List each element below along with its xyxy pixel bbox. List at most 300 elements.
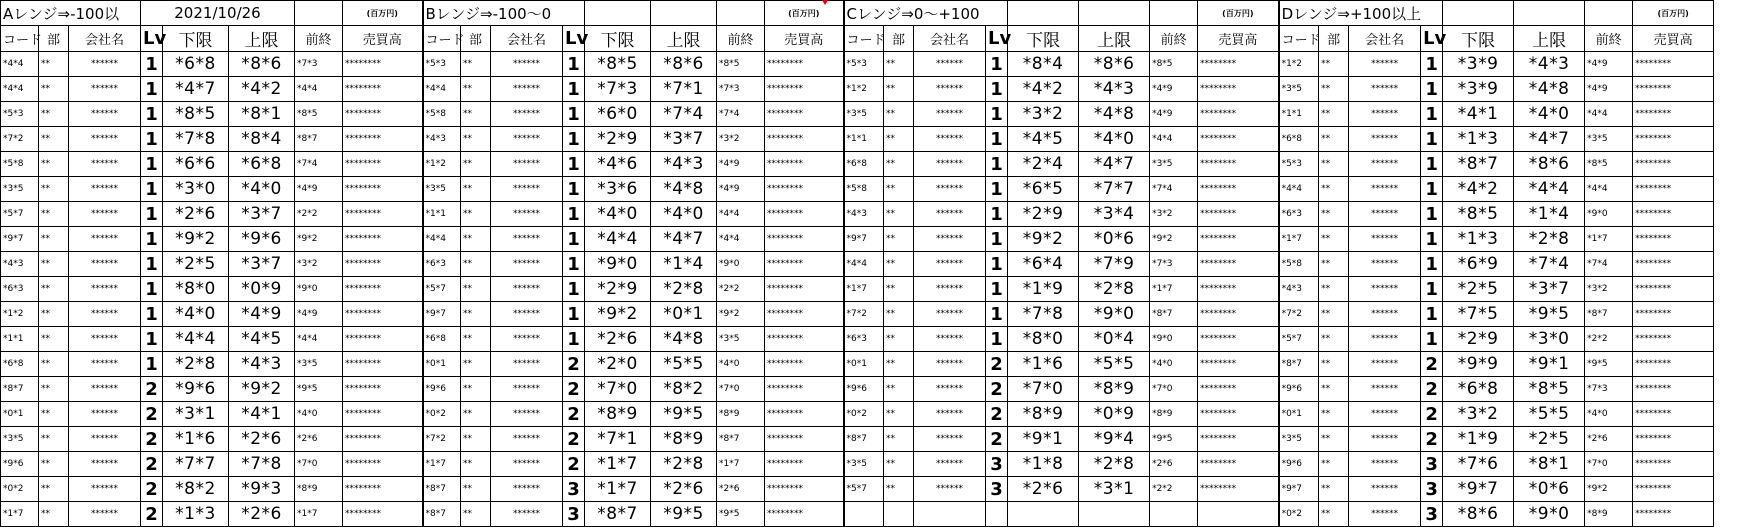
dept-cell: ** (39, 302, 69, 327)
dept-cell: ** (1319, 77, 1349, 102)
level-cell: 1 (1421, 77, 1443, 102)
company-name-cell: ****** (491, 502, 563, 527)
volume-cell: ******** (1198, 327, 1279, 352)
dept-cell: ** (461, 277, 491, 302)
company-name-cell: ****** (914, 52, 986, 77)
upper-limit-cell: *4*3 (1079, 77, 1150, 102)
volume-cell: ******** (1633, 452, 1714, 477)
code-cell: *9*7 (844, 227, 884, 252)
prev-close-cell: *4*0 (1585, 402, 1633, 427)
lower-limit-cell: *7*0 (1008, 377, 1079, 402)
lower-limit-cell: *7*0 (585, 377, 651, 402)
prev-close-cell: *9*5 (1585, 352, 1633, 377)
column-header-sales: 売買高 (1633, 26, 1714, 52)
level-cell: 2 (141, 402, 163, 427)
prev-close-cell: *4*9 (1150, 102, 1198, 127)
company-name-cell: ****** (69, 102, 141, 127)
dept-cell: ** (39, 477, 69, 502)
code-cell: *1*2 (1279, 52, 1319, 77)
volume-cell: ******** (1198, 302, 1279, 327)
upper-limit-cell: *7*8 (229, 452, 295, 477)
lower-limit-cell: *4*4 (163, 327, 229, 352)
dept-cell: ** (884, 177, 914, 202)
lower-limit-cell: *4*5 (1008, 127, 1079, 152)
company-name-cell: ****** (1349, 402, 1421, 427)
level-cell: 1 (141, 202, 163, 227)
upper-limit-cell: *0*4 (1079, 327, 1150, 352)
upper-limit-cell: *9*5 (651, 502, 717, 527)
table-row (1, 77, 1714, 102)
volume-cell: ******** (765, 52, 844, 77)
level-cell: 2 (1421, 352, 1443, 377)
volume-cell: ******** (765, 227, 844, 252)
level-cell: 1 (563, 102, 585, 127)
company-name-cell: ****** (69, 477, 141, 502)
company-name-cell: ****** (914, 452, 986, 477)
company-name-cell: ****** (491, 227, 563, 252)
dept-cell: ** (1319, 452, 1349, 477)
prev-close-cell: *8*9 (1585, 502, 1633, 527)
dept-cell: ** (884, 252, 914, 277)
dept-cell: ** (461, 177, 491, 202)
dept-cell: ** (39, 152, 69, 177)
prev-close-cell: *4*0 (1150, 352, 1198, 377)
dept-cell: ** (461, 252, 491, 277)
level-cell: 2 (1421, 427, 1443, 452)
dept-cell: ** (39, 427, 69, 452)
company-name-cell: ****** (1349, 77, 1421, 102)
level-cell: 3 (986, 452, 1008, 477)
company-name-cell: ****** (69, 252, 141, 277)
dept-cell: ** (1319, 327, 1349, 352)
lower-limit-cell: *8*5 (1443, 202, 1514, 227)
volume-cell: ******** (1198, 102, 1279, 127)
level-cell: 1 (563, 302, 585, 327)
dept-cell: ** (39, 227, 69, 252)
company-name-cell: ****** (69, 227, 141, 252)
prev-close-cell: *9*5 (717, 502, 765, 527)
code-cell: *1*1 (1279, 102, 1319, 127)
code-cell (844, 502, 884, 527)
upper-limit-cell: *4*0 (1514, 102, 1585, 127)
upper-limit-cell: *8*6 (1514, 152, 1585, 177)
dept-cell: ** (1319, 427, 1349, 452)
upper-limit-cell: *4*8 (1514, 77, 1585, 102)
prev-close-cell: *4*0 (295, 402, 343, 427)
level-cell (986, 502, 1008, 527)
level-cell: 1 (563, 127, 585, 152)
prev-close-cell: *3*5 (717, 327, 765, 352)
upper-limit-cell: *5*5 (1514, 402, 1585, 427)
code-cell: *4*4 (423, 227, 461, 252)
code-cell: *9*6 (1279, 452, 1319, 477)
unit-label: (百万円) (765, 1, 844, 26)
level-cell: 1 (1421, 177, 1443, 202)
volume-cell: ******** (1633, 277, 1714, 302)
prev-close-cell: *9*0 (1585, 202, 1633, 227)
level-cell: 2 (141, 452, 163, 477)
code-cell: *5*7 (423, 277, 461, 302)
upper-limit-cell: *9*0 (1079, 302, 1150, 327)
level-cell: 1 (141, 327, 163, 352)
upper-limit-cell: *4*0 (229, 177, 295, 202)
company-name-cell: ****** (1349, 352, 1421, 377)
level-cell: 1 (141, 77, 163, 102)
empty-cell (717, 1, 765, 26)
level-cell: 1 (563, 152, 585, 177)
company-name-cell: ****** (491, 127, 563, 152)
volume-cell: ******** (343, 377, 423, 402)
level-cell: 1 (986, 102, 1008, 127)
code-cell: *3*5 (1279, 427, 1319, 452)
volume-cell (1198, 502, 1279, 527)
company-name-cell: ****** (69, 77, 141, 102)
lower-limit-cell: *3*2 (1443, 402, 1514, 427)
code-cell: *9*7 (1279, 477, 1319, 502)
volume-cell: ******** (1633, 327, 1714, 352)
dept-cell: ** (884, 52, 914, 77)
dept-cell: ** (39, 177, 69, 202)
volume-cell: ******** (765, 327, 844, 352)
volume-cell: ******** (343, 102, 423, 127)
empty-cell (1514, 1, 1585, 26)
upper-limit-cell: *7*1 (651, 77, 717, 102)
table-row (1, 302, 1714, 327)
column-header-upper: 上限 (651, 26, 717, 52)
column-header-lower: 下限 (585, 26, 651, 52)
table-row (1, 327, 1714, 352)
volume-cell: ******** (1633, 102, 1714, 127)
volume-cell: ******** (343, 252, 423, 277)
company-name-cell: ****** (1349, 277, 1421, 302)
prev-close-cell: *4*4 (717, 227, 765, 252)
column-header-sales: 売買高 (343, 26, 423, 52)
volume-cell: ******** (765, 102, 844, 127)
company-name-cell: ****** (491, 152, 563, 177)
company-name-cell: ****** (914, 302, 986, 327)
code-cell: *6*3 (1, 277, 39, 302)
prev-close-cell: *4*4 (295, 327, 343, 352)
dept-cell: ** (461, 402, 491, 427)
code-cell: *7*2 (423, 427, 461, 452)
company-name-cell: ****** (491, 177, 563, 202)
code-cell: *8*7 (844, 427, 884, 452)
volume-cell: ******** (343, 77, 423, 102)
code-cell: *5*3 (423, 52, 461, 77)
company-name-cell: ****** (491, 427, 563, 452)
volume-cell: ******** (1198, 152, 1279, 177)
level-cell: 1 (986, 127, 1008, 152)
prev-close-cell: *7*3 (295, 52, 343, 77)
prev-close-cell: *4*0 (717, 352, 765, 377)
prev-close-cell: *2*6 (717, 477, 765, 502)
dept-cell: ** (884, 427, 914, 452)
column-header-lv: Lv (1421, 26, 1443, 52)
table-row (1, 477, 1714, 502)
dept-cell: ** (1319, 252, 1349, 277)
company-name-cell: ****** (69, 127, 141, 152)
dept-cell: ** (39, 327, 69, 352)
upper-limit-cell: *3*7 (229, 252, 295, 277)
volume-cell: ******** (765, 252, 844, 277)
level-cell: 1 (141, 127, 163, 152)
dept-cell: ** (461, 477, 491, 502)
upper-limit-cell: *3*7 (651, 127, 717, 152)
code-cell: *5*8 (844, 177, 884, 202)
prev-close-cell: *9*5 (1150, 427, 1198, 452)
volume-cell: ******** (343, 227, 423, 252)
code-cell: *5*8 (423, 102, 461, 127)
upper-limit-cell: *4*1 (229, 402, 295, 427)
lower-limit-cell: *4*7 (163, 77, 229, 102)
lower-limit-cell: *1*9 (1008, 277, 1079, 302)
upper-limit-cell: *5*5 (1079, 352, 1150, 377)
volume-cell: ******** (1198, 202, 1279, 227)
company-name-cell: ****** (914, 177, 986, 202)
prev-close-cell: *9*0 (717, 252, 765, 277)
company-name-cell: ****** (1349, 327, 1421, 352)
company-name-cell: ****** (914, 352, 986, 377)
lower-limit-cell: *2*5 (1443, 277, 1514, 302)
volume-cell: ******** (765, 452, 844, 477)
dept-cell: ** (39, 277, 69, 302)
code-cell: *1*7 (1279, 227, 1319, 252)
code-cell: *5*8 (1279, 252, 1319, 277)
volume-cell: ******** (765, 302, 844, 327)
prev-close-cell: *7*4 (1150, 177, 1198, 202)
level-cell: 1 (563, 277, 585, 302)
lower-limit-cell: *8*4 (1008, 52, 1079, 77)
prev-close-cell: *7*0 (717, 377, 765, 402)
volume-cell: ******** (343, 177, 423, 202)
code-cell: *7*2 (844, 302, 884, 327)
level-cell: 1 (986, 327, 1008, 352)
dept-cell: ** (461, 427, 491, 452)
level-cell: 2 (141, 377, 163, 402)
level-cell: 1 (141, 102, 163, 127)
level-cell: 1 (563, 227, 585, 252)
company-name-cell: ****** (1349, 302, 1421, 327)
column-header-upper: 上限 (229, 26, 295, 52)
volume-cell: ******** (1633, 77, 1714, 102)
volume-cell: ******** (765, 427, 844, 452)
volume-cell: ******** (343, 152, 423, 177)
company-name-cell: ****** (914, 152, 986, 177)
lower-limit-cell: *2*9 (585, 127, 651, 152)
code-cell: *5*7 (844, 477, 884, 502)
level-cell: 1 (1421, 152, 1443, 177)
lower-limit-cell: *4*2 (1443, 177, 1514, 202)
company-name-cell: ****** (69, 52, 141, 77)
upper-limit-cell: *4*7 (1079, 152, 1150, 177)
prev-close-cell: *2*2 (717, 277, 765, 302)
upper-limit-cell: *3*7 (1514, 277, 1585, 302)
dept-cell: ** (884, 452, 914, 477)
empty-cell (585, 1, 651, 26)
volume-cell: ******** (343, 402, 423, 427)
company-name-cell: ****** (1349, 202, 1421, 227)
empty-cell (1008, 1, 1079, 26)
dept-cell: ** (1319, 102, 1349, 127)
lower-limit-cell: *6*0 (585, 102, 651, 127)
lower-limit-cell: *9*2 (1008, 227, 1079, 252)
empty-cell (1150, 1, 1198, 26)
upper-limit-cell: *4*7 (651, 227, 717, 252)
code-cell: *3*5 (844, 102, 884, 127)
code-cell: *5*7 (1279, 327, 1319, 352)
dept-cell: ** (39, 102, 69, 127)
section-title: Bレンジ⇒-100〜0 (423, 1, 585, 26)
comment-marker (822, 0, 828, 5)
level-cell: 1 (141, 177, 163, 202)
code-cell: *4*4 (1, 77, 39, 102)
upper-limit-cell: *8*1 (1514, 452, 1585, 477)
table-row (1, 152, 1714, 177)
company-name-cell: ****** (914, 377, 986, 402)
upper-limit-cell: *9*5 (1514, 302, 1585, 327)
lower-limit-cell: *4*0 (163, 302, 229, 327)
upper-limit-cell: *9*2 (229, 377, 295, 402)
volume-cell: ******** (765, 202, 844, 227)
lower-limit-cell: *3*9 (1443, 52, 1514, 77)
dept-cell: ** (1319, 352, 1349, 377)
code-cell: *4*4 (423, 77, 461, 102)
prev-close-cell: *3*5 (1585, 127, 1633, 152)
upper-limit-cell: *8*4 (229, 127, 295, 152)
company-name-cell: ****** (1349, 427, 1421, 452)
unit-label: (百万円) (343, 1, 423, 26)
column-header-lower: 下限 (1008, 26, 1079, 52)
prev-close-cell: *7*4 (1585, 252, 1633, 277)
dept-cell: ** (461, 202, 491, 227)
code-cell: *1*7 (1, 502, 39, 527)
upper-limit-cell: *9*3 (229, 477, 295, 502)
volume-cell: ******** (765, 177, 844, 202)
lower-limit-cell: *8*2 (163, 477, 229, 502)
company-name-cell: ****** (491, 452, 563, 477)
lower-limit-cell: *1*6 (1008, 352, 1079, 377)
dept-cell: ** (884, 102, 914, 127)
volume-cell: ******** (765, 477, 844, 502)
column-header-code: コード (1279, 26, 1319, 52)
volume-cell: ******** (1633, 477, 1714, 502)
dept-cell: ** (461, 77, 491, 102)
code-cell: *0*1 (844, 352, 884, 377)
column-header-prev: 前終 (1150, 26, 1198, 52)
column-header-lower: 下限 (163, 26, 229, 52)
level-cell: 2 (141, 502, 163, 527)
code-cell: *6*3 (423, 252, 461, 277)
table-row (1, 452, 1714, 477)
code-cell: *7*2 (1279, 302, 1319, 327)
lower-limit-cell: *2*0 (585, 352, 651, 377)
volume-cell: ******** (343, 127, 423, 152)
company-name-cell: ****** (1349, 227, 1421, 252)
lower-limit-cell: *1*3 (1443, 227, 1514, 252)
code-cell: *6*3 (1279, 202, 1319, 227)
prev-close-cell: *4*4 (1585, 177, 1633, 202)
dept-cell: ** (39, 502, 69, 527)
upper-limit-cell: *4*0 (1079, 127, 1150, 152)
lower-limit-cell: *2*9 (1443, 327, 1514, 352)
code-cell: *0*2 (844, 402, 884, 427)
company-name-cell: ****** (914, 427, 986, 452)
dept-cell: ** (1319, 152, 1349, 177)
dept-cell: ** (884, 327, 914, 352)
upper-limit-cell: *0*9 (1079, 402, 1150, 427)
lower-limit-cell: *1*3 (1443, 127, 1514, 152)
company-name-cell: ****** (1349, 127, 1421, 152)
upper-limit-cell: *7*4 (1514, 252, 1585, 277)
code-cell: *9*6 (423, 377, 461, 402)
dept-cell: ** (461, 352, 491, 377)
lower-limit-cell: *2*5 (163, 252, 229, 277)
lower-limit-cell: *2*9 (585, 277, 651, 302)
dept-cell: ** (884, 202, 914, 227)
code-cell: *1*2 (844, 77, 884, 102)
column-header-prev: 前終 (717, 26, 765, 52)
code-cell: *0*1 (1279, 402, 1319, 427)
lower-limit-cell: *8*9 (1008, 402, 1079, 427)
level-cell: 2 (563, 402, 585, 427)
level-cell: 3 (986, 477, 1008, 502)
level-cell: 3 (1421, 502, 1443, 527)
prev-close-cell: *8*5 (295, 102, 343, 127)
company-name-cell: ****** (69, 152, 141, 177)
level-cell: 2 (1421, 377, 1443, 402)
upper-limit-cell: *1*4 (1514, 202, 1585, 227)
lower-limit-cell: *2*6 (163, 202, 229, 227)
prev-close-cell: *1*7 (717, 452, 765, 477)
lower-limit-cell: *8*7 (585, 502, 651, 527)
prev-close-cell: *9*5 (295, 377, 343, 402)
unit-label: (百万円) (1198, 1, 1279, 26)
level-cell: 1 (1421, 102, 1443, 127)
volume-cell: ******** (1633, 502, 1714, 527)
level-cell: 1 (141, 302, 163, 327)
lower-limit-cell: *6*5 (1008, 177, 1079, 202)
level-cell: 1 (563, 202, 585, 227)
level-cell: 1 (141, 352, 163, 377)
upper-limit-cell (1079, 502, 1150, 527)
company-name-cell: ****** (491, 302, 563, 327)
volume-cell: ******** (1633, 152, 1714, 177)
company-name-cell: ****** (491, 352, 563, 377)
dept-cell: ** (461, 452, 491, 477)
column-header-code: コード (1, 26, 39, 52)
table-row (1, 227, 1714, 252)
volume-cell: ******** (343, 477, 423, 502)
level-cell: 1 (986, 277, 1008, 302)
code-cell: *8*7 (423, 502, 461, 527)
column-header-lower: 下限 (1443, 26, 1514, 52)
code-cell: *1*1 (844, 127, 884, 152)
code-cell: *3*5 (1, 177, 39, 202)
dept-cell: ** (39, 377, 69, 402)
dept-cell: ** (884, 402, 914, 427)
company-name-cell: ****** (491, 402, 563, 427)
lower-limit-cell: *1*7 (585, 477, 651, 502)
column-header-code: コード (423, 26, 461, 52)
dept-cell: ** (1319, 477, 1349, 502)
code-cell: *3*5 (423, 177, 461, 202)
lower-limit-cell: *1*7 (585, 452, 651, 477)
level-cell: 1 (1421, 202, 1443, 227)
dept-cell: ** (884, 277, 914, 302)
company-name-cell: ****** (69, 452, 141, 477)
dept-cell: ** (461, 502, 491, 527)
upper-limit-cell: *4*8 (651, 327, 717, 352)
